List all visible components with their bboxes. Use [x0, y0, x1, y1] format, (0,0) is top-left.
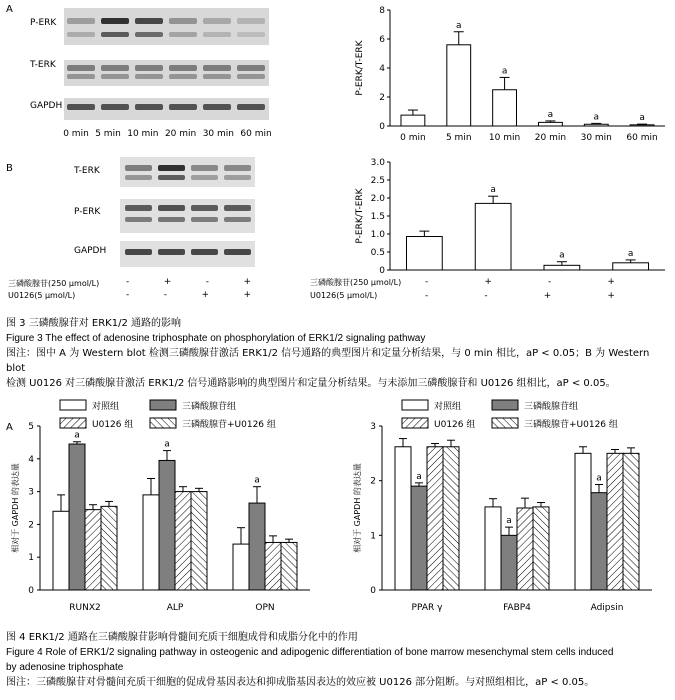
significance-mark: a — [455, 20, 462, 31]
blot-band — [158, 165, 185, 171]
blot-band — [135, 74, 163, 79]
x-tick-label: ALP — [166, 603, 184, 613]
x-tick-label: 0 min — [400, 133, 426, 143]
chart-b-t2-sign-0: - — [425, 291, 429, 301]
y-tick-label: 2 — [28, 520, 34, 531]
bar — [411, 486, 427, 590]
bar — [249, 503, 265, 590]
blot-band — [224, 217, 251, 222]
blot-a-bands — [64, 8, 269, 123]
blot-band — [191, 175, 218, 180]
blot-band — [125, 205, 152, 211]
x-tick-label: 5 min — [445, 133, 472, 143]
blot-b-t1-sign-2: - — [205, 277, 209, 287]
blot-band — [191, 165, 218, 171]
y-tick-label: 8 — [379, 6, 385, 16]
legend-label: 三磷酸腺苷组 — [182, 402, 237, 412]
blot-b-t2-sign-1: - — [163, 290, 167, 300]
chart-fig3b-treat1-label: 三磷酸腺苷(250 μmol/L) — [310, 278, 402, 287]
blot-a-time-1: 5 min — [95, 129, 121, 139]
blot-b-treat2-signs — [126, 290, 251, 300]
blot-band — [224, 205, 251, 211]
blot-band — [135, 32, 163, 37]
blot-band — [135, 104, 163, 110]
blot-b-t2-sign-2: + — [201, 290, 209, 300]
y-tick-label: 2.5 — [370, 176, 385, 186]
blot-band — [169, 104, 197, 110]
bar — [485, 507, 501, 590]
legend-label: 三磷酸腺苷组 — [524, 402, 579, 412]
blot-band — [237, 65, 265, 71]
significance-mark: a — [506, 516, 512, 527]
blot-a-label-perk: P-ERK — [30, 18, 57, 28]
x-tick-label: 60 min — [626, 133, 658, 143]
bar — [493, 90, 517, 126]
legend-label: 对照组 — [92, 402, 120, 412]
bar — [443, 447, 459, 590]
bar — [613, 263, 649, 270]
blot-band — [67, 104, 95, 110]
blot-band — [158, 205, 185, 211]
legend-label: U0126 组 — [434, 420, 476, 430]
blot-band — [224, 165, 251, 171]
bar — [233, 544, 249, 590]
significance-mark: a — [559, 250, 565, 261]
blot-b-t2-sign-0: - — [126, 290, 130, 300]
figure3-note-line1: 图注：图中 A 为 Western blot 检测三磷酸腺苷激活 ERK1/2 信号通路的典型图片和定量分析结果，与 0 min 相比，aP < 0.05；B 为 Western blot — [6, 348, 650, 374]
blot-a-time-5: 60 min — [240, 129, 272, 139]
bar — [623, 453, 639, 590]
chart-fig3a — [350, 0, 670, 150]
y-tick-label: 1.0 — [370, 230, 385, 240]
blot-a-time-2: 10 min — [127, 129, 159, 139]
fig4-panel-letter-a: A — [6, 422, 13, 433]
y-tick-label: 3.0 — [370, 158, 385, 168]
y-tick-label: 5 — [28, 422, 34, 432]
blot-band — [191, 249, 218, 255]
y-axis-label: P-ERK/T-ERK — [355, 188, 365, 244]
western-blot-a — [64, 8, 269, 118]
blot-band — [158, 217, 185, 222]
bar — [475, 203, 511, 270]
figure4-note: 图注：三磷酸腺苷对骨髓间充质干细胞的促成骨基因表达和抑成脂基因表达的效应被 U0126 部分阻断。与对照组相比，aP < 0.05。 — [6, 677, 595, 688]
blot-band — [237, 18, 265, 24]
chart-b-t2-sign-1: - — [484, 291, 488, 301]
blot-b-bands — [120, 155, 255, 270]
blot-a-time-3: 20 min — [164, 129, 197, 139]
significance-mark: a — [596, 473, 602, 484]
blot-band — [191, 217, 218, 222]
blot-b-t1-sign-1: + — [163, 277, 172, 287]
legend-swatch — [60, 418, 86, 428]
legend-swatch — [402, 418, 428, 428]
figure3-caption-en: Figure 3 The effect of adenosine triphosphate on phosphorylation of ERK1/2 signaling pathway — [6, 333, 426, 344]
blot-b-t2-sign-3: + — [243, 290, 251, 300]
blot-band — [125, 175, 152, 180]
bar — [85, 510, 101, 590]
blot-band — [67, 74, 95, 79]
blot-band — [203, 18, 231, 24]
figure4-caption-en2: by adenosine triphosphate — [6, 662, 124, 673]
blot-band — [101, 32, 129, 37]
x-tick-label: PPAR γ — [411, 603, 443, 613]
blot-b-label-terk: T-ERK — [74, 166, 100, 176]
blot-band — [169, 32, 197, 37]
significance-mark: a — [490, 185, 496, 196]
blot-b-t1-sign-3: + — [243, 277, 251, 287]
blot-band — [203, 65, 231, 71]
chart-b-t2-sign-2: + — [543, 291, 552, 301]
bar — [191, 492, 207, 590]
blot-band — [101, 65, 129, 71]
blot-band — [203, 74, 231, 79]
y-tick-label: 4 — [379, 64, 385, 74]
legend-label: U0126 组 — [92, 420, 134, 430]
x-tick-label: 10 min — [488, 133, 521, 143]
blot-band — [203, 104, 231, 110]
blot-band — [169, 65, 197, 71]
significance-mark: a — [639, 113, 645, 124]
blot-band — [125, 217, 152, 222]
blot-a-label-gapdh: GAPDH — [30, 101, 63, 111]
blot-band — [125, 249, 152, 255]
blot-band — [158, 249, 185, 255]
y-tick-label: 1 — [370, 531, 376, 542]
blot-band — [67, 18, 95, 24]
bar — [607, 453, 623, 590]
panel-letter-b: B — [6, 163, 13, 174]
blot-band — [169, 18, 197, 24]
blot-band — [67, 65, 95, 71]
blot-band — [101, 104, 129, 110]
blot-band — [237, 74, 265, 79]
blot-band — [125, 165, 152, 171]
blot-band — [101, 18, 129, 24]
y-tick-label: 2 — [379, 93, 385, 103]
chart-fig3b-treat1-signs — [425, 277, 615, 287]
bar — [539, 122, 563, 126]
y-tick-label: 3 — [370, 422, 376, 432]
blot-band — [237, 104, 265, 110]
blot-b-treat1-signs — [126, 277, 251, 287]
bar — [281, 542, 297, 590]
bar — [407, 237, 443, 270]
blot-band — [158, 175, 185, 180]
y-tick-label: 0 — [379, 122, 385, 132]
x-tick-label: Adipsin — [590, 603, 624, 613]
bar — [517, 508, 533, 590]
bar — [630, 125, 654, 126]
blot-a-label-terk: T-ERK — [30, 60, 56, 70]
y-tick-label: 1.5 — [370, 212, 385, 222]
significance-mark: a — [501, 66, 508, 77]
y-tick-label: 0 — [370, 586, 376, 596]
blot-b-label-perk: P-ERK — [74, 207, 101, 217]
chart-b-t1-sign-1: + — [484, 277, 492, 287]
x-tick-label: OPN — [255, 603, 275, 613]
blot-band — [169, 74, 197, 79]
western-blot-b — [120, 155, 255, 270]
bar — [159, 460, 175, 590]
bar — [101, 506, 117, 590]
legend-swatch — [402, 400, 428, 410]
blot-b-label-gapdh: GAPDH — [74, 246, 107, 256]
significance-mark: a — [547, 109, 554, 120]
blot-a-time-labels — [60, 129, 275, 139]
bar — [501, 535, 517, 590]
y-tick-label: 2 — [370, 476, 376, 487]
significance-mark: a — [254, 475, 260, 486]
y-tick-label: 0.5 — [370, 248, 385, 258]
significance-mark: a — [164, 439, 170, 450]
y-tick-label: 4 — [28, 454, 34, 465]
significance-mark: a — [74, 430, 80, 441]
bar — [584, 124, 608, 126]
figure4-caption — [6, 630, 671, 690]
chart-fig4-osteogenic — [0, 392, 330, 620]
bar — [69, 444, 85, 590]
x-tick-label: FABP4 — [503, 603, 531, 613]
y-tick-label: 3 — [28, 487, 34, 498]
chart-b-t1-sign-2: - — [548, 277, 552, 287]
figure4-caption-cn: 图 4 ERK1/2 通路在三磷酸腺苷影响骨髓间充质干细胞成骨和成脂分化中的作用 — [6, 632, 358, 643]
legend-swatch — [492, 400, 518, 410]
y-axis-label: P-ERK/T-ERK — [355, 40, 365, 96]
bar — [265, 542, 281, 590]
significance-mark: a — [593, 112, 600, 123]
chart-fig3b-treat2-signs — [425, 291, 615, 301]
blot-band — [224, 175, 251, 180]
blot-a-time-4: 30 min — [202, 129, 234, 139]
y-axis-label: 相对于 GAPDH 的表达量 — [11, 463, 20, 553]
x-tick-label: RUNX2 — [69, 603, 101, 613]
bar — [533, 507, 549, 590]
bar — [427, 447, 443, 590]
blot-band — [191, 205, 218, 211]
legend-label: 三磷酸腺苷+U0126 组 — [182, 420, 276, 430]
figure3-note-line2: 检测 U0126 对三磷酸腺苷激活 ERK1/2 信号通路影响的典型图片和定量分析结果。与未添加三磷酸腺苷和 U0126 组相比，aP < 0.05。 — [6, 378, 616, 389]
blot-b-treat2-label: U0126(5 μmol/L) — [8, 291, 76, 300]
y-axis-label: 相对于 GAPDH 的表达量 — [353, 463, 362, 553]
figure3-caption — [6, 316, 671, 391]
blot-b-t1-sign-0: - — [126, 277, 130, 287]
x-tick-label: 20 min — [534, 133, 567, 143]
significance-mark: a — [627, 248, 634, 259]
blot-band — [101, 74, 129, 79]
chart-b-t1-sign-0: - — [425, 277, 429, 287]
significance-mark: a — [416, 471, 422, 482]
chart-fig3b — [350, 150, 670, 275]
bar — [591, 493, 607, 590]
legend-swatch — [150, 400, 176, 410]
y-tick-label: 2.0 — [370, 194, 385, 204]
panel-letter-a: A — [6, 4, 13, 15]
legend-label: 三磷酸腺苷+U0126 组 — [524, 420, 618, 430]
chart-fig3b-treat2-label: U0126(5 μmol/L) — [310, 291, 378, 300]
bar — [143, 495, 159, 590]
bar — [544, 265, 580, 270]
blot-a-time-0: 0 min — [63, 129, 89, 139]
y-tick-label: 0 — [28, 586, 34, 596]
legend-swatch — [150, 418, 176, 428]
bar — [175, 492, 191, 590]
blot-b-treat1-label: 三磷酸腺苷(250 μmol/L) — [8, 279, 100, 288]
blot-band — [135, 65, 163, 71]
chart-b-t1-sign-3: + — [607, 277, 615, 287]
legend-swatch — [492, 418, 518, 428]
y-tick-label: 6 — [379, 35, 385, 45]
blot-band — [237, 32, 265, 37]
blot-band — [203, 32, 231, 37]
legend-swatch — [60, 400, 86, 410]
bar — [53, 511, 69, 590]
bar — [575, 453, 591, 590]
figure4-caption-en1: Figure 4 Role of ERK1/2 signaling pathway in osteogenic and adipogenic differentiation of bone marrow mesenchymal stem cells induced — [6, 647, 614, 658]
y-tick-label: 0 — [379, 266, 385, 275]
x-tick-label: 30 min — [580, 133, 612, 143]
bar — [395, 447, 411, 590]
chart-b-t2-sign-3: + — [607, 291, 615, 301]
legend-label: 对照组 — [434, 402, 462, 412]
chart-fig4-adipogenic — [342, 392, 672, 620]
bar — [447, 45, 471, 126]
figure3-caption-cn: 图 3 三磷酸腺苷对 ERK1/2 通路的影响 — [6, 318, 181, 329]
y-tick-label: 1 — [28, 553, 34, 564]
blot-band — [67, 32, 95, 37]
bar — [401, 115, 425, 126]
blot-band — [135, 18, 163, 24]
blot-band — [224, 249, 251, 255]
